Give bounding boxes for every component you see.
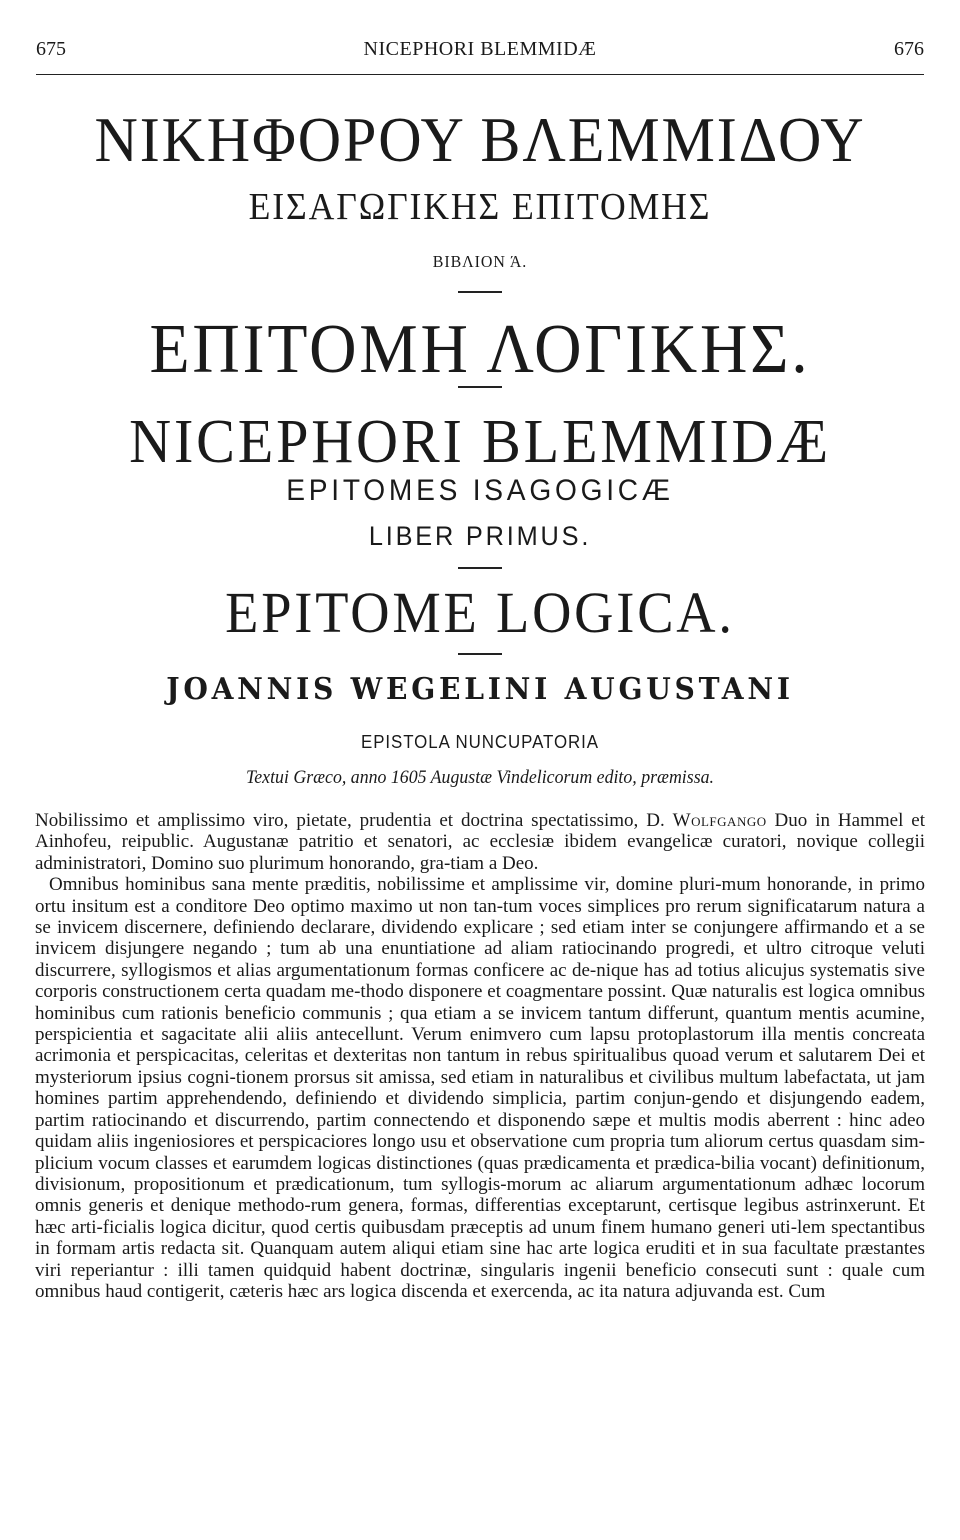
epistle-heading: EPISTOLA NUNCUPATORIA — [360, 732, 599, 752]
separator-rule — [458, 653, 502, 655]
separator-rule — [458, 386, 502, 388]
body-text — [35, 810, 925, 1302]
left-column-number: 675 — [36, 38, 66, 60]
greek-work-title: ΕΙΣΑΓΩΓΙΚΗΣ ΕΠΙΤΟΜΗΣ — [248, 186, 712, 228]
right-column-number: 676 — [894, 38, 924, 60]
dedicatee-name: Wolfgango — [672, 810, 767, 831]
latin-work-title: EPITOMES ISAGOGICÆ — [286, 474, 674, 507]
greek-book-label: ΒΙΒΛΙΟΝ Ά. — [432, 252, 528, 271]
running-head — [36, 38, 924, 60]
main-paragraph: Omnibus hominibus sana mente præditis, nobilissime et amplissime vir, domine pluri-mum honorande, in primo ortu insitum est a conditore Deo optimo maximo ut non tan-tum voces simplices pro rerum significatarum natura a se invicem discernere, definiendo declarare, dividendo explicare ; sed etiam inter se conjungere affirmando et a se invicem disjungere negando ; tum ab una enuntiatione ad aliam ratiocinando progredi, et ultro citroque veluti discurrere, syllogismos et alias argumentationum formas conficere ac de-nique has ad totius alicujus systematis sive corporis constructionem certa quadam me-thodo disponere et coagmentare possint. Quæ naturalis est logica omnibus hominibus cum rationis beneficio communis ; qua etiam a se invicem tantum differunt, quantum mentis acumine, perspicientia et sagacitate alii aliis antecellunt. Verum enimvero cum lapsu protoplastorum illa mentis concreata acrimonia et perspicacitas, celeritas et dexteritas non tantum in rebus spiritualibus quoad verum et salutarem Dei et mysteriorum ipsius cogni-tionem prorsus sit amissa, sed etiam in naturalibus et civilibus multum labefactata, ut jam homines partim apprehendendo, definiendo et dividendo simplicia, partim conjun-gendo et disjungendo eadem, partim ratiocinando et discurrendo, partim connectendo et disponendo sæpe et multis modis aberrent : hinc adeo quidam aliis ingeniosiores et perspicaciores longo usu et observatione cum propria tum aliorum certus quasdam sim-plicium vocum classes et earumdem logicas distinctiones (quas prædicamenta et prædica-bilia vocant) definitionum, divisionum, propositionum et prædicationum, tum syllogis-morum ac aliarum argumentationum adhæc locorum omnis generis et denique methodo-rum genera, formas, differentias exceptarunt, certisque legibus astrinxerunt. Et hæc arti-ficialis logica dicitur, quod certis quibusdam præceptis ad unum finem humano generi uti-lem spectantibus in formam artis redacta sit. Quanquam autem aliqui etiam sine hac arte logica eruditi et in sua facultate præstantes viri reperiantur : illi tamen quidquid habent doctrinæ, singularis ingenii beneficio consecuti sunt : quale cum omnibus haud contigerit, cæteris hæc ars logica discenda et exercenda, ac ita natura adjuvanda est. Cum — [35, 874, 925, 1302]
dedication-text: Nobilissimo et amplissimo viro, pietate, prudentia et doctrina spectatissimo, D. — [35, 810, 665, 831]
latin-author-title: NICEPHORI BLEMMIDÆ — [129, 408, 831, 476]
dedication-text-continued: Duo in Hammel et Ainhofeu, reipublic. Augustanæ patritio et senatori, ac ecclesiæ ibidem evangelicæ curatori, novique collegii administratori, Domino suo plurimum honorando, gra-tiam a Deo. — [35, 810, 925, 874]
latin-section-title: EPITOME LOGICA. — [225, 580, 735, 645]
running-title: NICEPHORI BLEMMIDÆ — [363, 38, 597, 60]
latin-book-label: LIBER PRIMUS. — [368, 521, 592, 551]
epistle-note: Textui Græco, anno 1605 Augustæ Vindelicorum edito, præmissa. — [245, 767, 715, 788]
greek-author-title: ΝΙΚΗΦΟΡΟΥ ΒΛΕΜΜΙΔΟΥ — [94, 104, 866, 175]
dedication-paragraph — [35, 810, 925, 874]
greek-section-title: ΕΠΙΤΟΜΗ ΛΟΓΙΚΗΣ. — [149, 311, 811, 388]
epistle-author: JOANNIS WEGELINI AUGUSTANI — [166, 672, 794, 707]
separator-rule — [458, 291, 502, 293]
separator-rule — [458, 567, 502, 569]
header-rule — [36, 74, 924, 75]
